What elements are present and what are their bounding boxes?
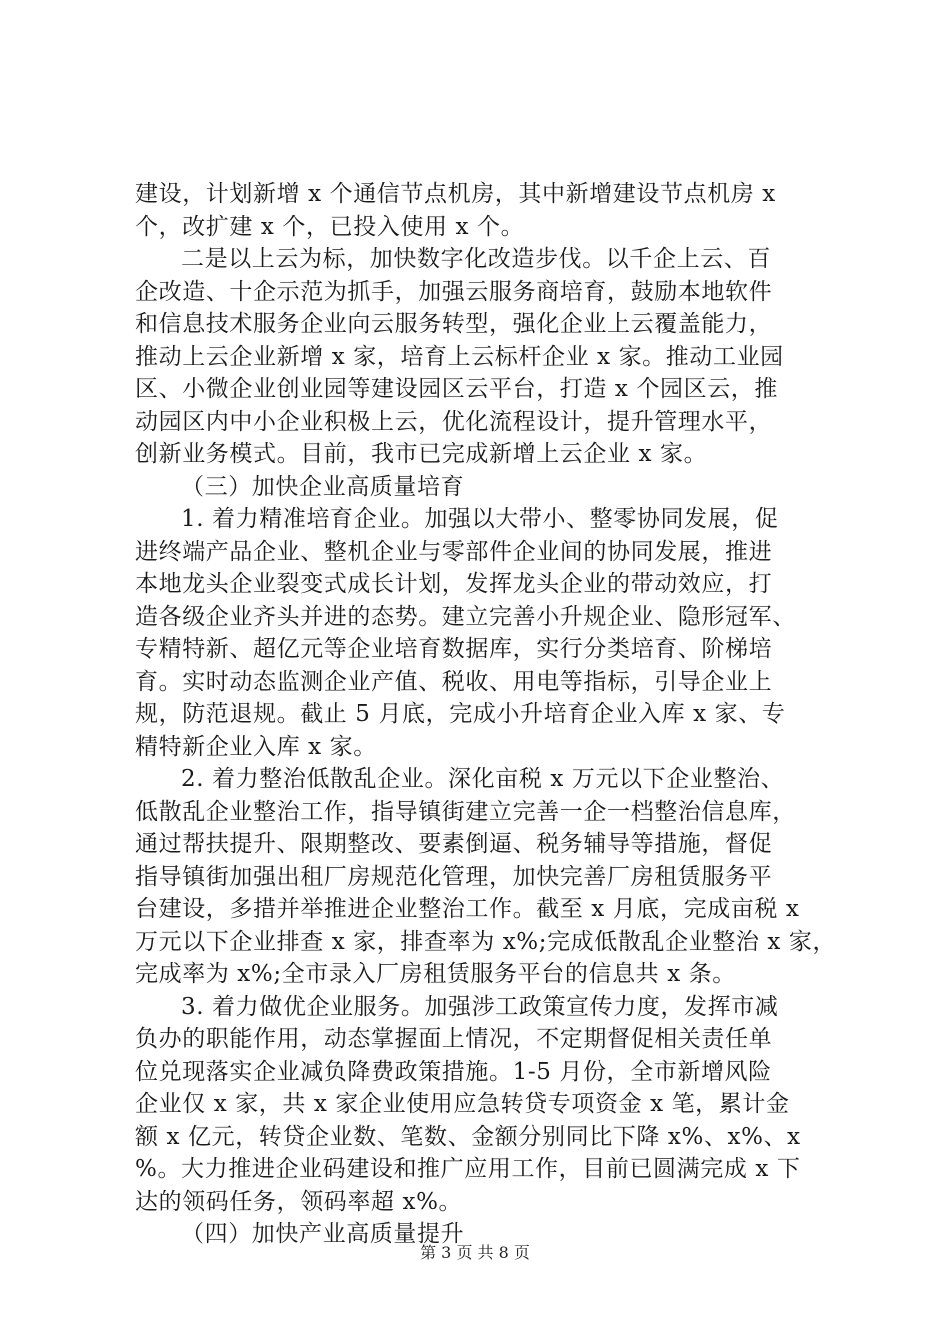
text-line: 指导镇街加强出租厂房规范化管理，加快完善厂房租赁服务平: [135, 863, 773, 890]
text-line: 动园区内中小企业积极上云，优化流程设计，提升管理水平，: [135, 408, 773, 435]
text-line: 位兑现落实企业减负降费政策措施。1-5 月份，全市新增风险: [135, 1058, 772, 1085]
text-line: 通过帮扶提升、限期整改、要素倒逼、税务辅导等措施，督促: [135, 831, 773, 857]
text-line: 台建设，多措并举推进企业整治工作。截至 x 月底，完成亩税 x: [135, 896, 800, 922]
text-line: 造各级企业齐头并进的态势。建立完善小升规企业、隐形冠军、: [135, 603, 796, 630]
text-line: 建设，计划新增 x 个通信节点机房，其中新增建设节点机房 x: [135, 181, 776, 207]
text-line: 育。实时动态监测企业产值、税收、用电等指标，引导企业上: [135, 668, 773, 695]
text-line: 进终端产品企业、整机企业与零部件企业间的协同发展，推进: [135, 538, 773, 565]
paragraph-start-line: 2. 着力整治低散乱企业。深化亩税 x 万元以下企业整治、: [181, 766, 785, 792]
text-line: 个，改扩建 x 个，已投入使用 x 个。: [135, 213, 525, 240]
section-heading: （三）加快企业高质量培育: [181, 473, 465, 500]
text-line: 低散乱企业整治工作，指导镇街建立完善一企一档整治信息库，: [135, 798, 796, 825]
paragraph-start-line: 二是以上云为标，加快数字化改造步伐。以千企上云、百: [181, 246, 771, 272]
text-line: 区、小微企业创业园等建设园区云平台，打造 x 个园区云，推: [135, 376, 778, 402]
paragraph-start-line: 1. 着力精准培育企业。加强以大带小、整零协同发展，促: [181, 506, 779, 532]
text-line: 完成率为 x%;全市录入厂房租赁服务平台的信息共 x 条。: [135, 961, 736, 987]
text-line: 万元以下企业排查 x 家，排查率为 x%;完成低散乱企业整治 x 家，: [135, 928, 837, 955]
document-body: [135, 178, 835, 1251]
text-line: 企业仅 x 家，共 x 家企业使用应急转贷专项资金 x 笔，累计金: [135, 1091, 790, 1117]
page-footer: 第 3 页 共 8 页: [420, 1243, 530, 1262]
text-line: 精特新企业入库 x 家。: [135, 733, 377, 760]
section-heading: （四）加快产业高质量提升: [181, 1221, 465, 1247]
text-line: 企改造、十企示范为抓手，加强云服务商培育，鼓励本地软件: [135, 278, 773, 305]
text-line: 和信息技术服务企业向云服务转型，强化企业上云覆盖能力，: [135, 311, 773, 337]
text-line: 创新业务模式。目前，我市已完成新增上云企业 x 家。: [135, 441, 708, 467]
text-line: 额 x 亿元，转贷企业数、笔数、金额分别同比下降 x%、x%、x: [135, 1123, 801, 1150]
text-line: 达的领码任务，领码率超 x%。: [135, 1188, 463, 1215]
text-line: 本地龙头企业裂变式成长计划，发挥龙头企业的带动效应，打: [135, 571, 773, 597]
paragraph-start-line: 3. 着力做优企业服务。加强涉工政策宣传力度，发挥市减: [181, 993, 779, 1020]
text-line: %。大力推进企业码建设和推广应用工作，目前已圆满完成 x 下: [135, 1156, 801, 1182]
text-line: 专精特新、超亿元等企业培育数据库，实行分类培育、阶梯培: [135, 636, 773, 662]
text-line: 推动上云企业新增 x 家，培育上云标杆企业 x 家。推动工业园: [135, 343, 784, 370]
text-line: 规，防范退规。截止 5 月底，完成小升培育企业入库 x 家、专: [135, 701, 786, 727]
text-line: 负办的职能作用，动态掌握面上情况，不定期督促相关责任单: [135, 1026, 773, 1052]
